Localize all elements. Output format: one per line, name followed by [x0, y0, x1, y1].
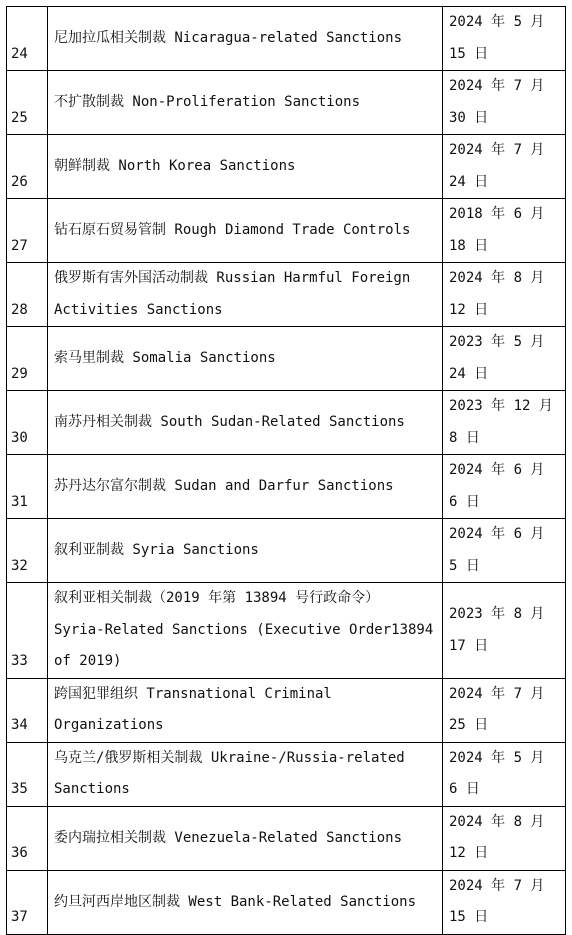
table-row	[7, 391, 566, 455]
table-row	[7, 455, 566, 519]
program-name: 叙利亚制裁 Syria Sanctions	[54, 542, 259, 558]
last-updated-date: 2024 年 8 月 12 日	[443, 263, 566, 327]
row-number: 27	[7, 199, 48, 263]
program-name: 不扩散制裁 Non-Proliferation Sanctions	[54, 94, 361, 110]
program-name: 乌克兰/俄罗斯相关制裁 Ukraine-/Russia-related Sanctions	[54, 749, 405, 797]
program-name-cell	[48, 327, 443, 391]
sanctions-table	[6, 6, 566, 935]
row-number: 36	[7, 806, 48, 870]
row-number: 34	[7, 678, 48, 742]
program-name-cell	[48, 263, 443, 327]
program-name-cell	[48, 742, 443, 806]
last-updated-date: 2018 年 6 月 18 日	[443, 199, 566, 263]
last-updated-date: 2024 年 6 月 6 日	[443, 455, 566, 519]
program-name-cell	[48, 135, 443, 199]
row-number: 24	[7, 7, 48, 71]
table-row	[7, 583, 566, 679]
last-updated-date: 2023 年 12 月 8 日	[443, 391, 566, 455]
table-row	[7, 678, 566, 742]
table-row	[7, 135, 566, 199]
program-name-cell	[48, 71, 443, 135]
program-name-cell	[48, 583, 443, 679]
program-name: 钻石原石贸易管制 Rough Diamond Trade Controls	[54, 222, 411, 238]
last-updated-date: 2024 年 7 月 24 日	[443, 135, 566, 199]
program-name: 尼加拉瓜相关制裁 Nicaragua-related Sanctions	[54, 30, 403, 46]
table-row	[7, 199, 566, 263]
row-number: 32	[7, 519, 48, 583]
program-name: 约旦河西岸地区制裁 West Bank-Related Sanctions	[54, 893, 417, 910]
last-updated-date: 2023 年 8 月 17 日	[443, 583, 566, 679]
program-name: 索马里制裁 Somalia Sanctions	[54, 350, 276, 366]
program-name-cell	[48, 455, 443, 519]
row-number: 28	[7, 263, 48, 327]
program-name-cell	[48, 7, 443, 71]
last-updated-date: 2023 年 5 月 24 日	[443, 327, 566, 391]
sanctions-table-body	[7, 7, 566, 935]
row-number: 31	[7, 455, 48, 519]
program-name-cell	[48, 870, 443, 934]
last-updated-date: 2024 年 7 月 25 日	[443, 678, 566, 742]
table-row	[7, 870, 566, 934]
program-name-cell	[48, 678, 443, 742]
table-row	[7, 519, 566, 583]
program-name-cell	[48, 806, 443, 870]
row-number: 30	[7, 391, 48, 455]
row-number: 25	[7, 71, 48, 135]
last-updated-date: 2024 年 7 月 30 日	[443, 71, 566, 135]
program-name: 朝鲜制裁 North Korea Sanctions	[54, 158, 296, 174]
last-updated-date: 2024 年 5 月 6 日	[443, 742, 566, 806]
last-updated-date: 2024 年 8 月 12 日	[443, 806, 566, 870]
last-updated-date: 2024 年 6 月 5 日	[443, 519, 566, 583]
row-number: 29	[7, 327, 48, 391]
table-row	[7, 263, 566, 327]
program-name: 叙利亚相关制裁（2019 年第 13894 号行政命令） Syria-Related Sanctions (Executive Order13894 of 2019)	[54, 590, 434, 669]
program-name: 俄罗斯有害外国活动制裁 Russian Harmful Foreign Activities Sanctions	[54, 270, 411, 318]
row-number: 33	[7, 583, 48, 679]
program-name: 南苏丹相关制裁 South Sudan-Related Sanctions	[54, 414, 405, 430]
row-number: 26	[7, 135, 48, 199]
program-name: 苏丹达尔富尔制裁 Sudan and Darfur Sanctions	[54, 478, 394, 494]
table-row	[7, 327, 566, 391]
program-name-cell	[48, 519, 443, 583]
row-number: 35	[7, 742, 48, 806]
table-row	[7, 71, 566, 135]
program-name: 跨国犯罪组织 Transnational Criminal Organizations	[54, 685, 332, 733]
table-row	[7, 742, 566, 806]
last-updated-date: 2024 年 5 月 15 日	[443, 7, 566, 71]
table-row	[7, 806, 566, 870]
last-updated-date: 2024 年 7 月 15 日	[443, 870, 566, 934]
program-name-cell	[48, 391, 443, 455]
program-name: 委内瑞拉相关制裁 Venezuela-Related Sanctions	[54, 829, 403, 846]
program-name-cell	[48, 199, 443, 263]
table-row	[7, 7, 566, 71]
row-number: 37	[7, 870, 48, 934]
